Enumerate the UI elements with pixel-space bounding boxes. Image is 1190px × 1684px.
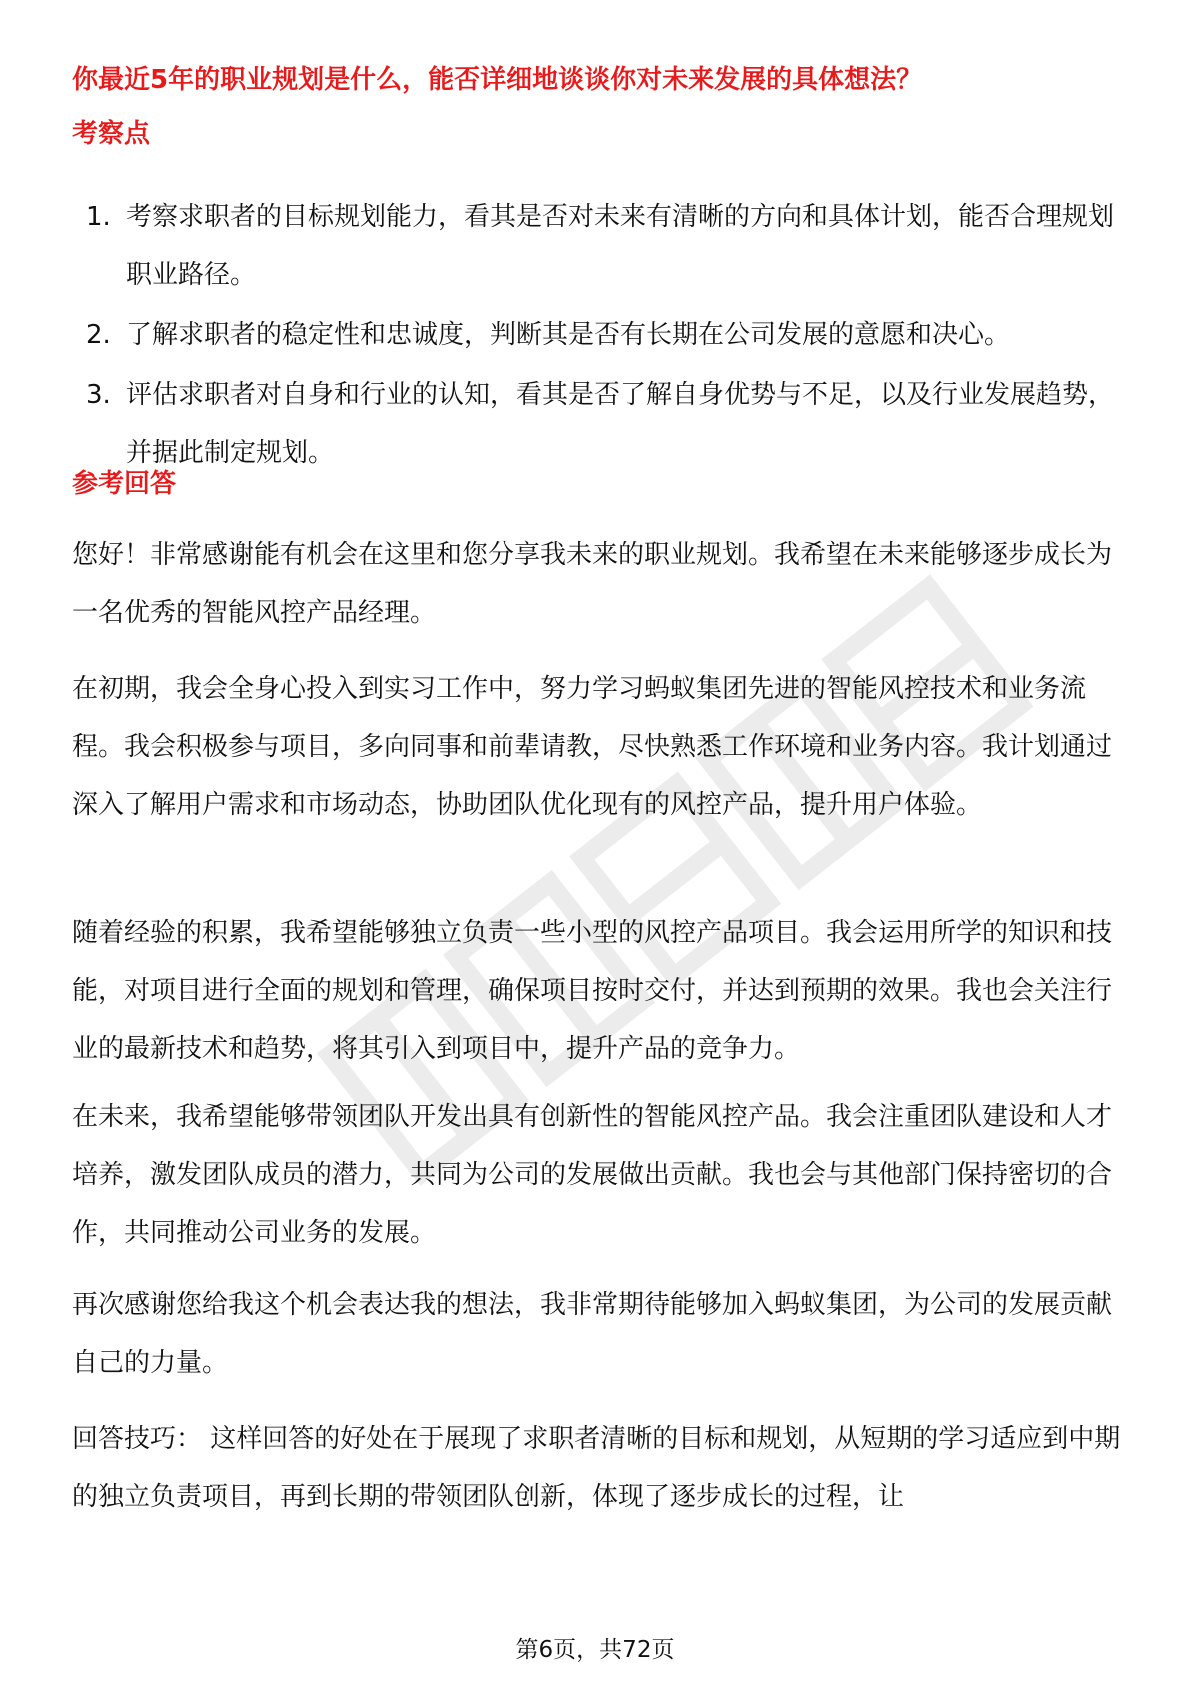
list-item-number: 2. xyxy=(86,320,111,350)
points-section-title: 考察点 xyxy=(72,119,151,149)
list-item-number: 1. xyxy=(86,202,111,232)
question-heading: 你最近5年的职业规划是什么，能否详细地谈谈你对未来发展的具体想法？ xyxy=(72,65,923,95)
list-item xyxy=(72,306,1122,364)
answer-tip-paragraph: 回答技巧： 这样回答的好处在于展现了求职者清晰的目标和规划，从短期的学习适应到中期的独立负责项目，再到长期的带领团队创新，体现了逐步成长的过程，让 xyxy=(72,1424,1121,1512)
list-item-number: 3. xyxy=(86,380,111,410)
answer-paragraph: 在初期，我会全身心投入到实习工作中，努力学习蚂蚁集团先进的智能风控技术和业务流程。我会积极参与项目，多向同事和前辈请教，尽快熟悉工作环境和业务内容。我计划通过深入了解用户需求和市场动态，协助团队优化现有的风控产品，提升用户体验。 xyxy=(72,674,1113,820)
list-item-text: 考察求职者的目标规划能力，看其是否对未来有清晰的方向和具体计划，能否合理规划职业路径。 xyxy=(126,202,1115,290)
page-number-footer: 第6页，共72页 xyxy=(515,1637,675,1663)
answer-section-title: 参考回答 xyxy=(72,469,177,499)
list-item xyxy=(72,188,1122,304)
list-item-text: 评估求职者对自身和行业的认知，看其是否了解自身优势与不足，以及行业发展趋势，并据此制定规划。 xyxy=(126,380,1115,468)
list-item-text: 了解求职者的稳定性和忠诚度，判断其是否有长期在公司发展的意愿和决心。 xyxy=(126,320,1011,350)
answer-paragraph: 在未来，我希望能够带领团队开发出具有创新性的智能风控产品。我会注重团队建设和人才培养，激发团队成员的潜力，共同为公司的发展做出贡献。我也会与其他部门保持密切的合作，共同推动公司业务的发展。 xyxy=(72,1102,1113,1248)
answer-paragraph: 再次感谢您给我这个机会表达我的想法，我非常期待能够加入蚂蚁集团，为公司的发展贡献自己的力量。 xyxy=(72,1290,1113,1378)
answer-paragraph: 您好！非常感谢能有机会在这里和您分享我未来的职业规划。我希望在未来能够逐步成长为一名优秀的智能风控产品经理。 xyxy=(72,540,1113,628)
points-list xyxy=(72,188,1122,484)
answer-paragraph: 随着经验的积累，我希望能够独立负责一些小型的风控产品项目。我会运用所学的知识和技能，对项目进行全面的规划和管理，确保项目按时交付，并达到预期的效果。我也会关注行业的最新技术和趋势，将其引入到项目中，提升产品的竞争力。 xyxy=(72,918,1113,1064)
